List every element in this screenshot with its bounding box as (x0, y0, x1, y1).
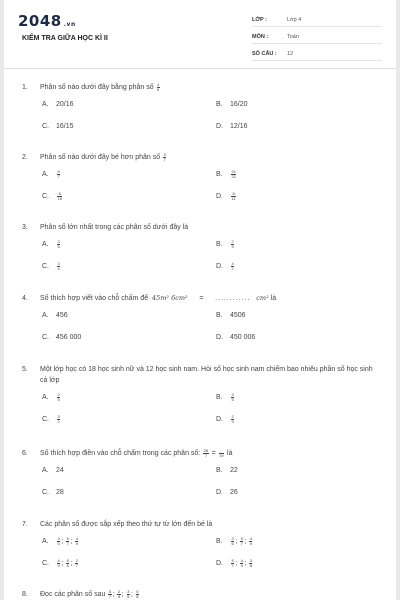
meta-value: Lớp 4 (287, 17, 302, 23)
option-c[interactable]: C. $\frac{3}{4}$ (42, 260, 60, 271)
option-a[interactable]: A. $\frac{3}{5}$ (42, 238, 60, 249)
question-number: 6. (22, 450, 28, 457)
question-number: 3. (22, 224, 28, 231)
question-number: 7. (22, 521, 28, 528)
question-text: Các phân số được sắp xếp theo thứ tự từ lớn đến bé là (40, 521, 213, 528)
meta-subject-row (252, 27, 382, 44)
meta-count-row (252, 44, 382, 61)
question-6 (4, 448, 396, 503)
question-number: 2. (22, 154, 28, 161)
option-d[interactable]: D. 450 006 (216, 334, 256, 341)
option-d[interactable]: D. 12/16 (216, 123, 248, 130)
question-8 (4, 589, 396, 600)
exam-header (4, 0, 396, 69)
question-7 (4, 519, 396, 574)
option-a[interactable]: A. $\frac{3}{5}$ ; $\frac{5}{7}$ ; $\frac{4}{9}$ (42, 535, 78, 546)
question-1 (4, 82, 396, 137)
question-text: Phân số nào dưới đây bé hơn phân số $\frac{5}{7}$ (40, 151, 166, 162)
option-c[interactable]: C. $\frac{4}{9}$ ; $\frac{5}{6}$ ; $\frac{2}{7}$ (42, 557, 78, 568)
option-b[interactable]: B. $\frac{7}{9}$ (216, 238, 234, 249)
option-d[interactable]: D. 26 (216, 489, 238, 496)
question-4 (4, 293, 396, 348)
options (4, 530, 396, 574)
meta-value: Toán (287, 34, 299, 40)
options (4, 233, 396, 277)
question-number: 5. (22, 366, 28, 373)
option-b[interactable]: B. $\frac{21}{21}$ (216, 168, 236, 179)
meta-class-row (252, 10, 382, 27)
question-number: 1. (22, 84, 28, 91)
question-text: Một lớp học có 18 học sinh nữ và 12 học sinh nam. Hỏi số học sinh nam chiếm bao nhiêu phần số học sinh cả lớp (40, 366, 373, 384)
question-text: Phân số lớn nhất trong các phân số dưới đây là (40, 224, 189, 231)
exam-title: KIỂM TRA GIỮA HỌC KÌ II (22, 35, 108, 42)
fraction: $\frac{4}{5}$ (157, 81, 160, 92)
exam-page (4, 0, 396, 600)
option-b[interactable]: B. 4506 (216, 312, 246, 319)
options (4, 163, 396, 207)
question-number: 8. (22, 591, 28, 598)
question-number: 4. (22, 295, 28, 302)
option-b[interactable]: B. $\frac{3}{5}$ (216, 391, 234, 402)
option-c[interactable]: C. $\frac{3}{2}$ (42, 413, 60, 424)
option-d[interactable]: D. $\frac{4}{7}$ (216, 260, 234, 271)
option-b[interactable]: B. $\frac{3}{6}$ ; $\frac{5}{7}$ ; $\frac{4}{9}$ (216, 535, 252, 546)
question-2 (4, 152, 396, 207)
question-5 (4, 364, 396, 430)
fraction: $\frac{5}{7}$ (163, 151, 166, 162)
meta-label: LỚP : (252, 17, 267, 23)
meta-label: MÔN : (252, 34, 269, 40)
option-a[interactable]: A. $\frac{9}{7}$ (42, 168, 60, 179)
option-c[interactable]: C. $\frac{6}{16}$ (42, 190, 62, 201)
option-a[interactable]: A. 20/16 (42, 101, 74, 108)
question-3 (4, 222, 396, 277)
option-a[interactable]: A. $\frac{2}{5}$ (42, 391, 60, 402)
option-b[interactable]: B. 16/20 (216, 101, 248, 108)
option-d[interactable]: D. $\frac{5}{7}$ ; $\frac{4}{9}$ ; $\frac{3}{8}$ (216, 557, 252, 568)
option-d[interactable]: D. $\frac{8}{11}$ (216, 190, 236, 201)
meta-label: SỐ CÂU : (252, 51, 277, 57)
option-d[interactable]: D. $\frac{2}{3}$ (216, 413, 234, 424)
option-a[interactable]: A. 456 (42, 312, 68, 319)
question-text: Đọc các phân số sau $\frac{5}{7}$ ; $\frac{2}{9}$ ; $\frac{3}{5}$ ; $\frac{5}{8}$ (40, 588, 139, 599)
options (4, 304, 396, 348)
site-logo[interactable]: 2048 .vn (18, 12, 76, 30)
meta-value: 12 (287, 51, 294, 57)
options (4, 93, 396, 137)
option-a[interactable]: A. 24 (42, 467, 64, 474)
exam-meta (252, 10, 382, 61)
options (4, 459, 396, 503)
option-b[interactable]: B. 22 (216, 467, 238, 474)
option-c[interactable]: C. 28 (42, 489, 64, 496)
option-c[interactable]: C. 16/15 (42, 123, 74, 130)
question-text: Số thích hợp điền vào chỗ chấm trong các phân số: $\frac{28}{7}$ = $\frac{..}{19}$ là (40, 447, 233, 458)
question-text: Số thích hợp viết vào chỗ chấm để 45m² 6cm² = ............ cm² là (40, 294, 277, 302)
options (4, 386, 396, 430)
question-text: Phân số nào dưới đây bằng phân số $\frac{4}{5}$ (40, 81, 160, 92)
option-c[interactable]: C. 456 000 (42, 334, 82, 341)
